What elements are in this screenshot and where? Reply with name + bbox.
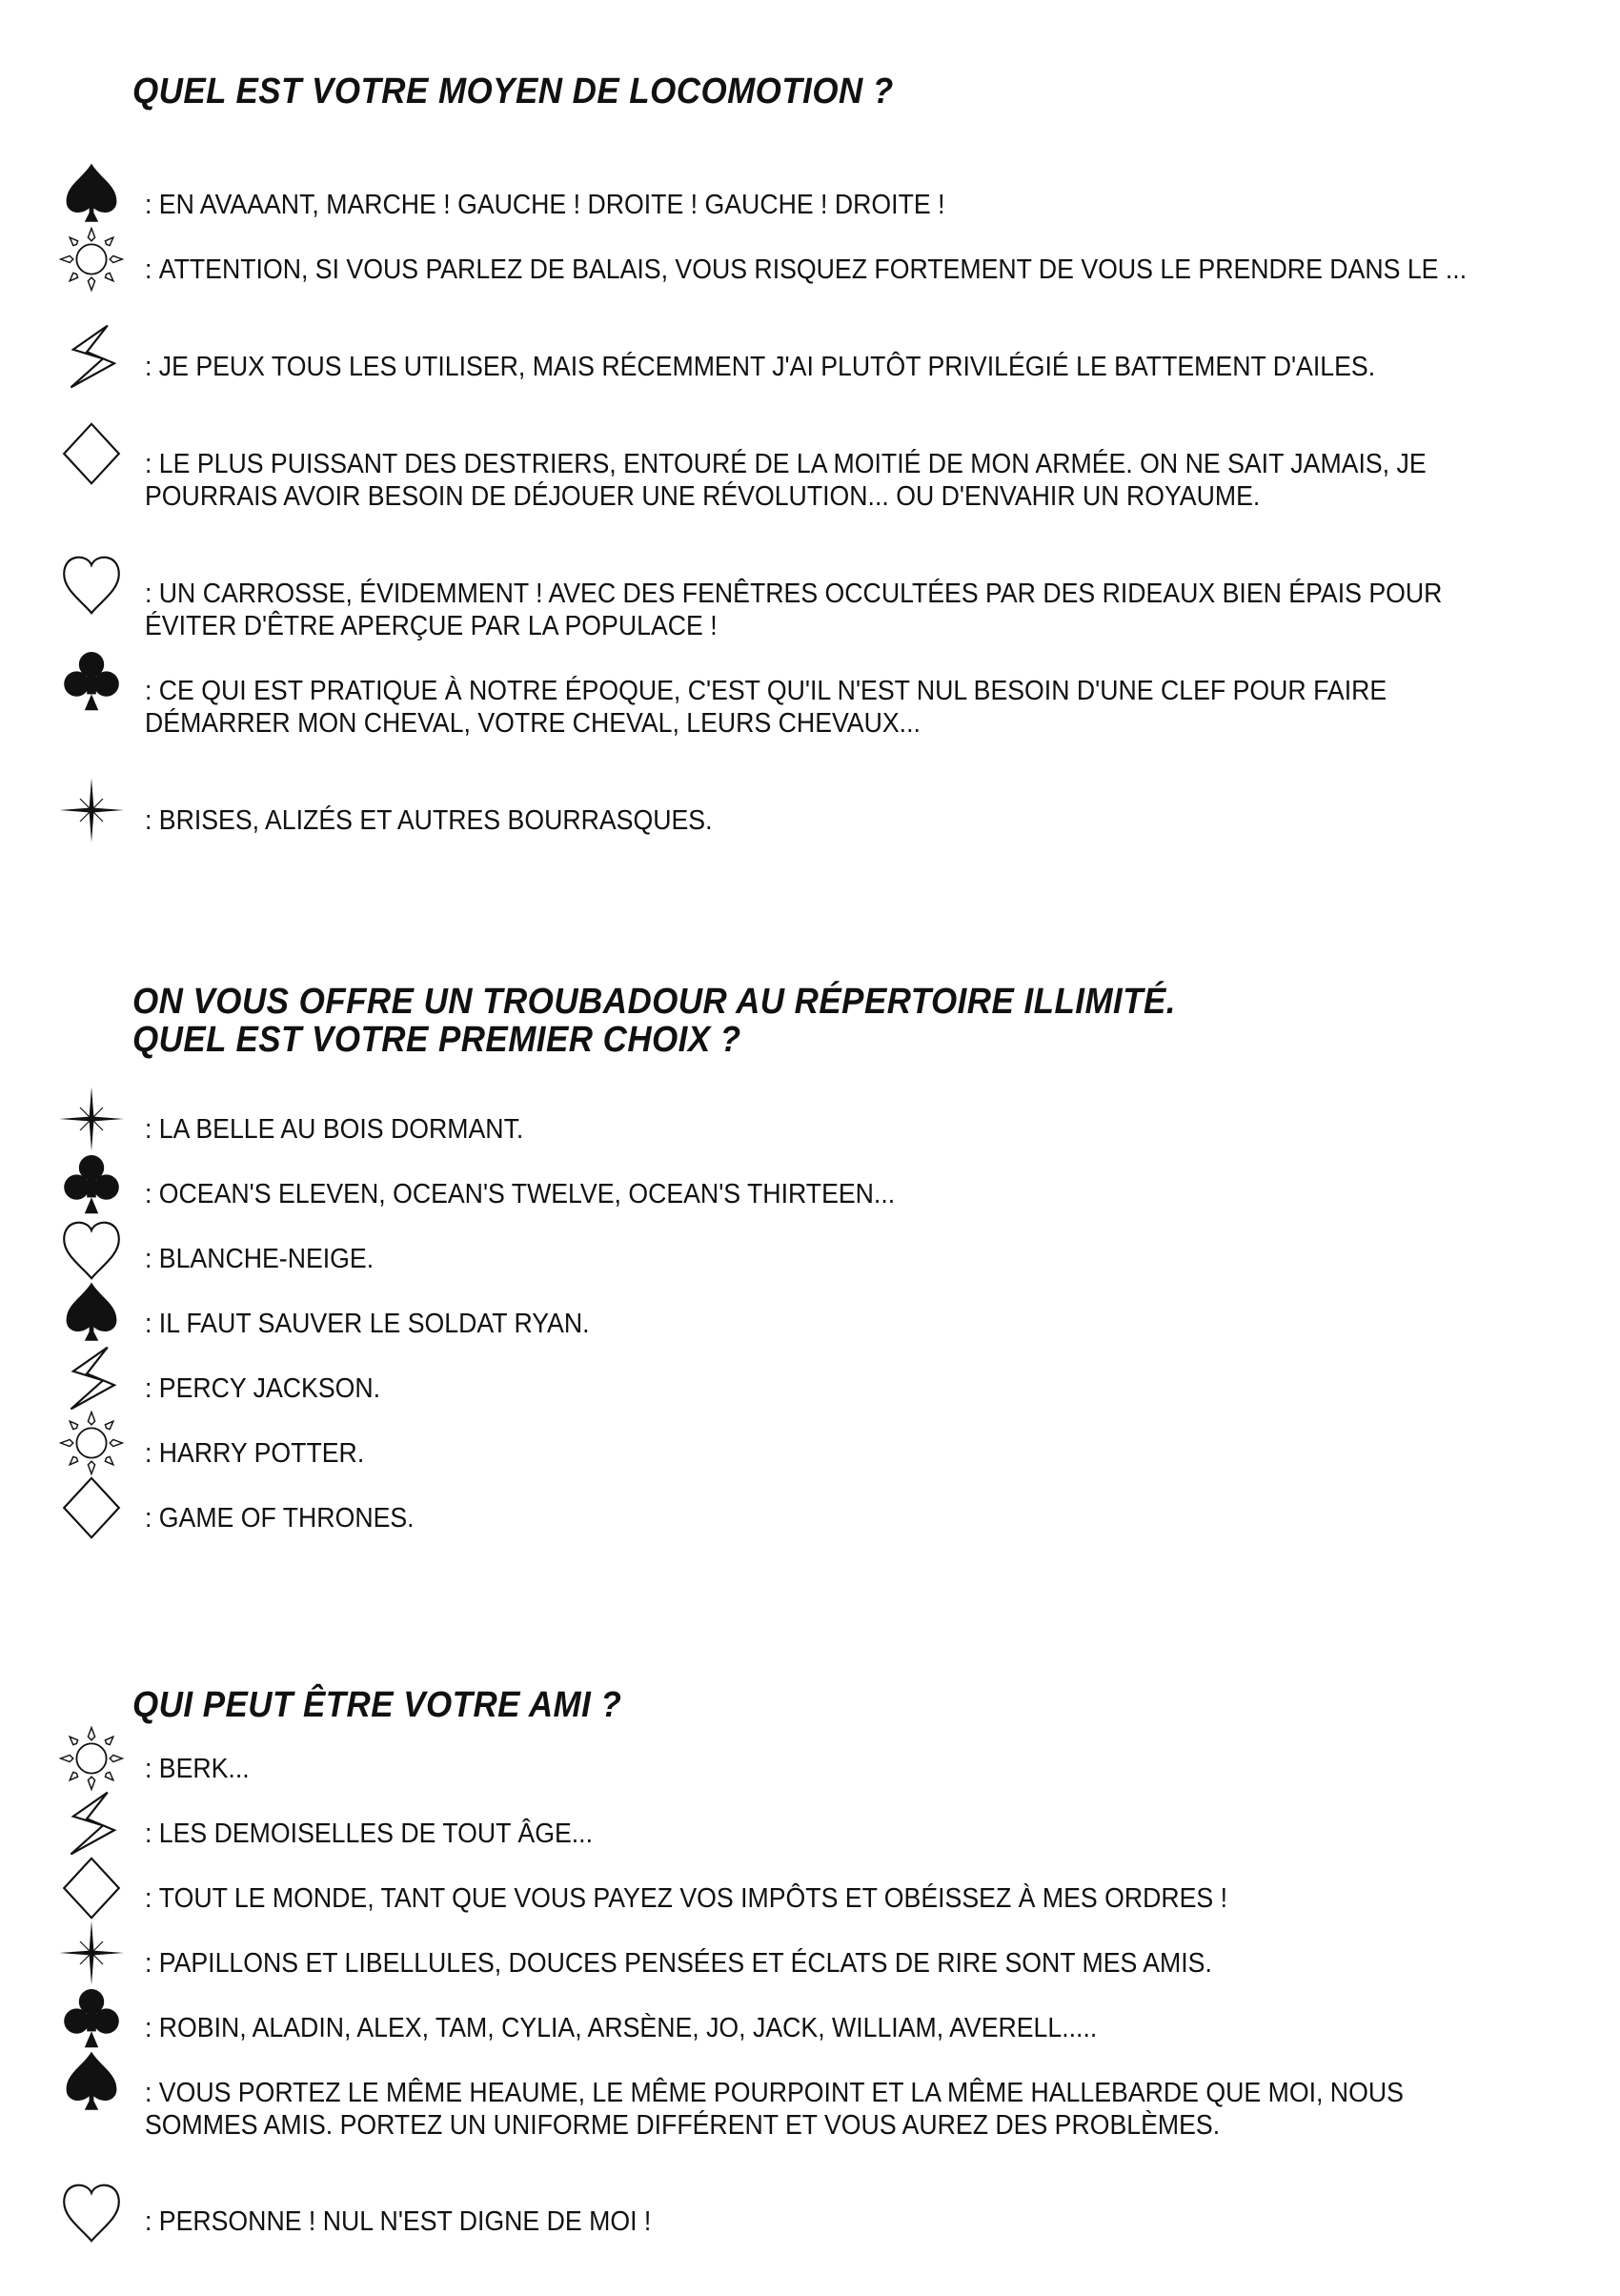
answer-label: ATTENTION, SI VOUS PARLEZ DE BALAIS, VOUS RISQUEZ FORTEMENT DE VOUS LE PRENDRE DANS LE ... [158, 254, 1468, 285]
answer-text [145, 1437, 1512, 1470]
sun-icon [57, 1409, 126, 1477]
separator: : [145, 1819, 152, 1849]
separator: : [145, 190, 152, 220]
answer-text [145, 1818, 1512, 1850]
heart-icon [57, 1214, 126, 1283]
answer-label: GAME OF THRONES. [158, 1503, 415, 1534]
answer-text [145, 1113, 1512, 1146]
separator: : [145, 1309, 152, 1339]
answer-text [145, 2205, 1512, 2238]
separator: : [145, 2078, 152, 2108]
answer-label: HARRY POTTER. [158, 1438, 365, 1469]
separator: : [145, 1244, 152, 1274]
separator: : [145, 676, 152, 706]
separator: : [145, 1179, 152, 1209]
diamond-icon [57, 1473, 126, 1542]
separator: : [145, 1438, 152, 1469]
separator: : [145, 352, 152, 382]
lightning-icon [57, 322, 126, 391]
answer-text [145, 1372, 1512, 1405]
star-icon [57, 1919, 126, 1987]
diamond-icon [57, 1854, 126, 1922]
answer-label: EN AVAAANT, MARCHE ! GAUCHE ! DROITE ! GAUCHE ! DROITE ! [158, 190, 945, 220]
answer-label: ROBIN, ALADIN, ALEX, TAM, CYLIA, ARSÈNE, JO, JACK, WILLIAM, AVERELL..... [158, 2013, 1098, 2043]
star-icon [57, 1085, 126, 1153]
answer-label: BERK... [158, 1754, 250, 1784]
answer-text [145, 1308, 1512, 1340]
separator: : [145, 579, 152, 609]
heart-icon [57, 2177, 126, 2245]
spade-icon [57, 1279, 126, 1348]
answer-text [145, 1178, 1512, 1210]
answer-text [145, 675, 1512, 740]
lightning-icon [57, 1789, 126, 1858]
answer-label: VOUS PORTEZ LE MÊME HEAUME, LE MÊME POURPOINT ET LA MÊME HALLEBARDE QUE MOI, NOUS SOMMES AMIS. PORTEZ UN UNIFORME DIFFÉRENT ET VOUS AUREZ DES PROBLÈMES. [145, 2078, 1404, 2141]
answer-label: PERCY JACKSON. [158, 1373, 381, 1404]
separator: : [145, 1754, 152, 1784]
separator: : [145, 1948, 152, 1979]
spade-icon [57, 2048, 126, 2117]
answer-text [145, 1753, 1512, 1785]
spade-icon [57, 160, 126, 229]
answer-label: LES DEMOISELLES DE TOUT ÂGE... [158, 1819, 593, 1849]
answer-label: TOUT LE MONDE, TANT QUE VOUS PAYEZ VOS IMPÔTS ET OBÉISSEZ À MES ORDRES ! [158, 1883, 1228, 1914]
answer-text [145, 804, 1512, 837]
answer-label: PAPILLONS ET LIBELLULES, DOUCES PENSÉES ET ÉCLATS DE RIRE SONT MES AMIS. [158, 1948, 1212, 1979]
section-1-title: QUEL EST VOTRE MOYEN DE LOCOMOTION ? [132, 71, 894, 112]
answer-label: BRISES, ALIZÉS ET AUTRES BOURRASQUES. [158, 805, 713, 836]
answer-text [145, 1243, 1512, 1275]
answer-text [145, 351, 1512, 383]
lightning-icon [57, 1344, 126, 1412]
separator: : [145, 1883, 152, 1914]
answer-text [145, 2077, 1512, 2142]
answer-text [145, 1502, 1512, 1534]
answer-text [145, 578, 1512, 642]
sun-icon [57, 1724, 126, 1793]
answer-text [145, 189, 1512, 221]
answer-label: IL FAUT SAUVER LE SOLDAT RYAN. [158, 1309, 590, 1339]
separator: : [145, 1114, 152, 1145]
separator: : [145, 449, 152, 479]
answer-label: BLANCHE-NEIGE. [158, 1244, 375, 1274]
heart-icon [57, 549, 126, 618]
answer-text [145, 1882, 1512, 1915]
club-icon [57, 1149, 126, 1218]
answer-label: OCEAN'S ELEVEN, OCEAN'S TWELVE, OCEAN'S THIRTEEN... [158, 1179, 896, 1209]
answer-text [145, 2012, 1512, 2044]
club-icon [57, 646, 126, 715]
separator: : [145, 2013, 152, 2043]
club-icon [57, 1983, 126, 2052]
section-3-title: QUI PEUT ÊTRE VOTRE AMI ? [132, 1685, 622, 1725]
answer-label: LA BELLE AU BOIS DORMANT. [158, 1114, 524, 1145]
answer-text [145, 448, 1512, 513]
answer-label: UN CARROSSE, ÉVIDEMMENT ! AVEC DES FENÊTRES OCCULTÉES PAR DES RIDEAUX BIEN ÉPAIS POUR ÉVITER D'ÊTRE APERÇUE PAR LA POPULACE ! [145, 579, 1443, 641]
separator: : [145, 2206, 152, 2237]
answer-text [145, 254, 1512, 286]
diamond-icon [57, 419, 126, 488]
separator: : [145, 1503, 152, 1534]
separator: : [145, 805, 152, 836]
answer-label: JE PEUX TOUS LES UTILISER, MAIS RÉCEMMENT J'AI PLUTÔT PRIVILÉGIÉ LE BATTEMENT D'AILES. [158, 352, 1376, 382]
separator: : [145, 254, 152, 285]
answer-label: LE PLUS PUISSANT DES DESTRIERS, ENTOURÉ DE LA MOITIÉ DE MON ARMÉE. ON NE SAIT JAMAIS, JE POURRAIS AVOIR BESOIN DE DÉJOUER UNE RÉVOLUTION... OU D'ENVAHIR UN ROYAUME. [145, 449, 1427, 512]
answer-label: PERSONNE ! NUL N'EST DIGNE DE MOI ! [158, 2206, 652, 2237]
answer-label: CE QUI EST PRATIQUE À NOTRE ÉPOQUE, C'EST QU'IL N'EST NUL BESOIN D'UNE CLEF POUR FAIRE DÉMARRER MON CHEVAL, VOTRE CHEVAL, LEURS CHEVAUX... [145, 676, 1387, 739]
section-2-title-line-2: QUEL EST VOTRE PREMIER CHOIX ? [132, 1020, 741, 1060]
sun-icon [57, 225, 126, 294]
separator: : [145, 1373, 152, 1404]
star-icon [57, 776, 126, 844]
section-2-title: ON VOUS OFFRE UN TROUBADOUR AU RÉPERTOIRE ILLIMITÉ. [132, 982, 1176, 1022]
answer-text [145, 1947, 1512, 1980]
